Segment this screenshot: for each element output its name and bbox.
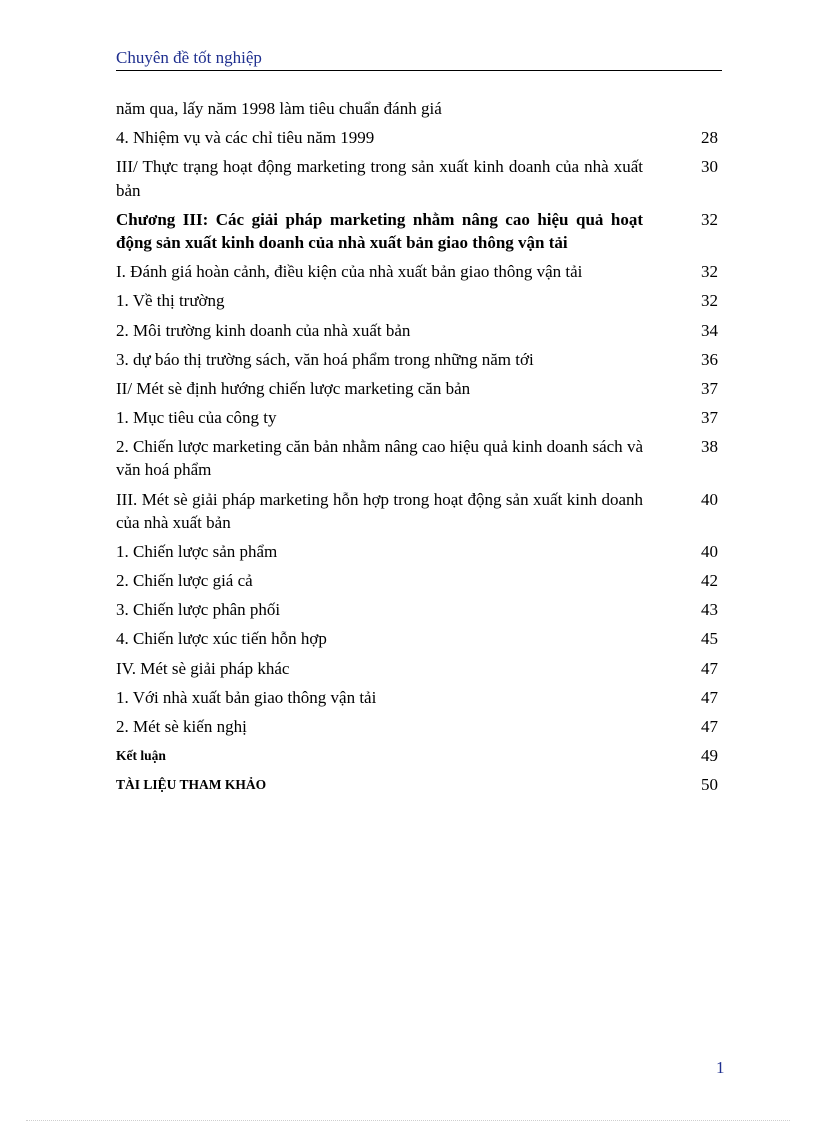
toc-entry	[116, 97, 722, 121]
toc-entry-text: 1. Với nhà xuất bản giao thông vận tải	[116, 687, 377, 707]
page-header	[116, 48, 722, 71]
toc-entry	[116, 155, 722, 202]
toc-entry-page: 32	[701, 209, 718, 229]
toc-entry	[116, 260, 722, 284]
toc-entry-page: 47	[701, 716, 718, 736]
toc-entry-text: 3. Chiến lược phân phối	[116, 600, 281, 620]
toc-entry-text: III. Mét sè giải pháp marketing hỗn hợp trong hoạt động sản xuất kinh doanh của nhà xuất bản	[116, 489, 643, 533]
toc-entry-text: 2. Môi trường kinh doanh của nhà xuất bản	[116, 320, 411, 340]
toc-entry-text: 1. Về thị trường	[116, 291, 225, 311]
toc-entry-page: 42	[701, 571, 718, 591]
toc-entry-text: 3. dự báo thị trường sách, văn hoá phẩm trong những năm tới	[116, 349, 534, 369]
toc-entry	[116, 540, 722, 564]
toc-entry-page: 47	[701, 658, 718, 678]
toc-entry-conclusion	[116, 744, 722, 768]
toc-entry-page: 30	[701, 157, 718, 177]
toc-entry	[116, 348, 722, 372]
toc-entry-page: 36	[701, 349, 718, 369]
toc-entry-page: 38	[701, 436, 718, 456]
toc-entry	[116, 289, 722, 313]
toc-entry-page: 40	[701, 542, 718, 562]
toc-entry-references	[116, 773, 722, 797]
toc-entry	[116, 406, 722, 430]
toc-entry	[116, 569, 722, 593]
toc-entry-page: 50	[701, 774, 718, 794]
toc-entry-text: 4. Nhiệm vụ và các chỉ tiêu năm 1999	[116, 128, 375, 148]
toc-entry-page: 34	[701, 320, 718, 340]
toc-entry-text: 1. Mục tiêu của công ty	[116, 407, 277, 427]
toc-entry-page: 37	[701, 378, 718, 398]
toc-entry-text: 2. Chiến lược marketing căn bản nhằm nâng cao hiệu quả kinh doanh sách và văn hoá phẩm	[116, 436, 643, 480]
toc-entry-text: II/ Mét sè định hướng chiến lược marketing căn bản	[116, 378, 471, 398]
toc-entry-page: 45	[701, 629, 718, 649]
document-title: Chuyên đề tốt nghiệp	[116, 48, 262, 67]
toc-entry	[116, 377, 722, 401]
toc-entry	[116, 435, 722, 482]
toc-entry-text: III/ Thực trạng hoạt động marketing trong sản xuất kinh doanh của nhà xuất bản	[116, 157, 643, 200]
page-bottom-divider	[26, 1120, 790, 1121]
toc-entry-page: 28	[701, 128, 718, 148]
toc-entry	[116, 598, 722, 622]
toc-chapter-heading	[116, 208, 722, 255]
toc-entry-text: Kết luận	[116, 747, 166, 763]
toc-entry-text: 4. Chiến lược xúc tiến hỗn hợp	[116, 629, 327, 649]
toc-entry-page: 32	[701, 262, 718, 282]
toc-entry-page: 47	[701, 687, 718, 707]
toc-entry-page: 37	[701, 407, 718, 427]
toc-entry	[116, 319, 722, 343]
toc-entry-page: 32	[701, 291, 718, 311]
toc-entry	[116, 686, 722, 710]
toc-entry	[116, 627, 722, 651]
toc-entry	[116, 126, 722, 150]
toc-entry-page: 49	[701, 745, 718, 765]
toc-entry	[116, 657, 722, 681]
toc-entry-text: năm qua, lấy năm 1998 làm tiêu chuẩn đánh giá	[116, 99, 442, 118]
table-of-contents	[116, 97, 722, 802]
toc-entry-text: 1. Chiến lược sản phẩm	[116, 542, 278, 562]
toc-entry-text: 2. Mét sè kiến nghị	[116, 716, 247, 736]
toc-entry-page: 43	[701, 600, 718, 620]
page-number: 1	[716, 1058, 725, 1077]
toc-entry	[116, 715, 722, 739]
toc-entry-text: Chương III: Các giải pháp marketing nhằm nâng cao hiệu quả hoạt động sản xuất kinh doanh của nhà xuất bản giao thông vận tải	[116, 209, 643, 253]
toc-entry-text: 2. Chiến lược giá cả	[116, 571, 253, 591]
toc-entry-page: 40	[701, 489, 718, 509]
toc-entry	[116, 488, 722, 535]
toc-entry-text: TÀI LIỆU THAM KHẢO	[116, 776, 267, 792]
toc-entry-text: IV. Mét sè giải pháp khác	[116, 658, 290, 678]
toc-entry-text: I. Đánh giá hoàn cảnh, điều kiện của nhà xuất bản giao thông vận tải	[116, 262, 583, 282]
